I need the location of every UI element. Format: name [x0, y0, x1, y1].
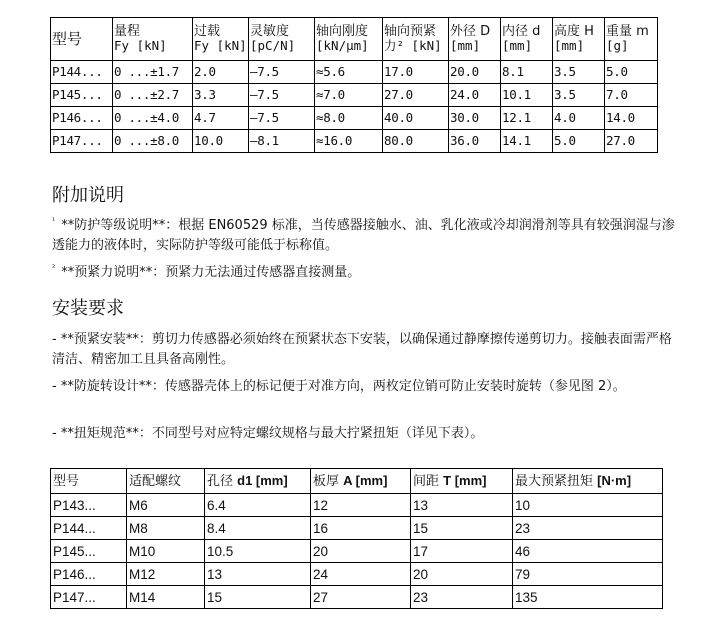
spec-table [50, 17, 658, 153]
table-cell: M8 [127, 517, 205, 540]
table-cell: 10.1 [501, 84, 553, 107]
footnote-2 [52, 263, 677, 283]
table-row [51, 517, 663, 540]
table-cell: –7.5 [249, 107, 315, 130]
table-cell: P147... [51, 586, 127, 609]
table-cell: 24 [311, 563, 411, 586]
table-cell: M10 [127, 540, 205, 563]
table-cell: 6.4 [205, 494, 311, 517]
table-cell: 3.3 [193, 84, 249, 107]
table-cell: 8.1 [501, 61, 553, 84]
install-heading: 安装要求 [52, 298, 124, 319]
table-cell: 20 [411, 563, 513, 586]
table-row [51, 586, 663, 609]
table-cell: 30.0 [449, 107, 501, 130]
install-item-preload: - **预紧安装**：剪切力传感器必须始终在预紧状态下安装，以确保通过静摩擦传递剪切力。接触表面需严格清洁、精密加工且具备高刚性。 [52, 332, 672, 367]
spec-header-inner-diameter: 内径 d [mm] [501, 18, 553, 61]
footnote-marker: ¹ [52, 216, 56, 225]
footnote-text: **防护等级说明**：根据 EN60529 标准，当传感器接触水、油、乳化液或冷却润滑剂等具有较强润湿与渗透能力的液体时，实际防护等级可能低于标称值。 [52, 218, 675, 253]
table-cell: 13 [205, 563, 311, 586]
spec-header-sensitivity: 灵敏度 [pC/N] [249, 18, 315, 61]
table-cell: 10 [513, 494, 663, 517]
torque-header-thread: 适配螺纹 [127, 469, 205, 494]
spec-header-row [51, 18, 658, 61]
table-cell: M12 [127, 563, 205, 586]
table-cell: 12 [311, 494, 411, 517]
table-cell: P146... [51, 107, 113, 130]
table-cell: 79 [513, 563, 663, 586]
torque-header-row [51, 469, 663, 494]
table-cell: 5.0 [605, 61, 658, 84]
table-cell: 36.0 [449, 130, 501, 153]
table-cell: P145... [51, 540, 127, 563]
table-cell: P147... [51, 130, 113, 153]
torque-header-thickness: 板厚 A [mm] [311, 469, 411, 494]
spec-header-height: 高度 H [mm] [553, 18, 605, 61]
table-cell: 135 [513, 586, 663, 609]
table-cell: 4.7 [193, 107, 249, 130]
table-row [51, 107, 658, 130]
spec-header-range: 量程 Fy [kN] [113, 18, 193, 61]
table-cell: P145... [51, 84, 113, 107]
table-row [51, 563, 663, 586]
table-cell: 23 [513, 517, 663, 540]
table-row [51, 540, 663, 563]
table-cell: 0 ...±1.7 [113, 61, 193, 84]
torque-header-model: 型号 [51, 469, 127, 494]
table-cell: 12.1 [501, 107, 553, 130]
install-item-torque: - **扭矩规范**：不同型号对应特定螺纹规格与最大拧紧扭矩（详见下表）。 [52, 426, 484, 441]
spec-header-outer-diameter: 外径 D [mm] [449, 18, 501, 61]
table-cell: 15 [411, 517, 513, 540]
spec-header-preload: 轴向预紧 力² [kN] [383, 18, 449, 61]
spec-header-model: 型号 [51, 18, 113, 61]
table-cell: 27.0 [383, 84, 449, 107]
torque-header-max-torque: 最大预紧扭矩 [N·m] [513, 469, 663, 494]
table-cell: M6 [127, 494, 205, 517]
table-cell: ≈7.0 [315, 84, 383, 107]
table-cell: ≈16.0 [315, 130, 383, 153]
table-cell: 27.0 [605, 130, 658, 153]
table-cell: 0 ...±2.7 [113, 84, 193, 107]
table-cell: ≈8.0 [315, 107, 383, 130]
table-cell: 17.0 [383, 61, 449, 84]
table-row [51, 84, 658, 107]
table-cell: –7.5 [249, 61, 315, 84]
table-cell: 24.0 [449, 84, 501, 107]
table-cell: 4.0 [553, 107, 605, 130]
table-cell: 16 [311, 517, 411, 540]
table-cell: 0 ...±8.0 [113, 130, 193, 153]
table-cell: 14.1 [501, 130, 553, 153]
table-cell: –8.1 [249, 130, 315, 153]
table-cell: 3.5 [553, 84, 605, 107]
notes-heading: 附加说明 [52, 185, 124, 206]
table-cell: 7.0 [605, 84, 658, 107]
table-cell: P144... [51, 517, 127, 540]
table-cell: 13 [411, 494, 513, 517]
footnote-marker: ² [52, 263, 56, 272]
table-cell: P146... [51, 563, 127, 586]
spec-header-overload: 过载 Fy [kN] [193, 18, 249, 61]
table-cell: 17 [411, 540, 513, 563]
table-cell: 8.4 [205, 517, 311, 540]
table-cell: ≈5.6 [315, 61, 383, 84]
footnote-1 [52, 216, 677, 256]
torque-table [50, 468, 663, 609]
table-cell: M14 [127, 586, 205, 609]
table-cell: –7.5 [249, 84, 315, 107]
table-cell: 20.0 [449, 61, 501, 84]
table-row [51, 494, 663, 517]
table-row [51, 61, 658, 84]
table-cell: 40.0 [383, 107, 449, 130]
table-cell: 23 [411, 586, 513, 609]
table-row [51, 130, 658, 153]
table-cell: 46 [513, 540, 663, 563]
table-cell: 0 ...±4.0 [113, 107, 193, 130]
table-cell: 10.5 [205, 540, 311, 563]
table-cell: 5.0 [553, 130, 605, 153]
spec-header-axial-stiffness: 轴向刚度 [kN/μm] [315, 18, 383, 61]
table-cell: 3.5 [553, 61, 605, 84]
table-cell: 80.0 [383, 130, 449, 153]
table-cell: 10.0 [193, 130, 249, 153]
table-cell: P144... [51, 61, 113, 84]
spec-header-weight: 重量 m [g] [605, 18, 658, 61]
table-cell: 14.0 [605, 107, 658, 130]
table-cell: 20 [311, 540, 411, 563]
install-item-anti-rotation: - **防旋转设计**：传感器壳体上的标记便于对准方向，两枚定位销可防止安装时旋转（参见图 2）。 [52, 379, 626, 394]
torque-header-hole: 孔径 d1 [mm] [205, 469, 311, 494]
footnote-text: **预紧力说明**：预紧力无法通过传感器直接测量。 [61, 265, 361, 280]
table-cell: 15 [205, 586, 311, 609]
table-cell: P143... [51, 494, 127, 517]
torque-header-spacing: 间距 T [mm] [411, 469, 513, 494]
table-cell: 2.0 [193, 61, 249, 84]
table-cell: 27 [311, 586, 411, 609]
